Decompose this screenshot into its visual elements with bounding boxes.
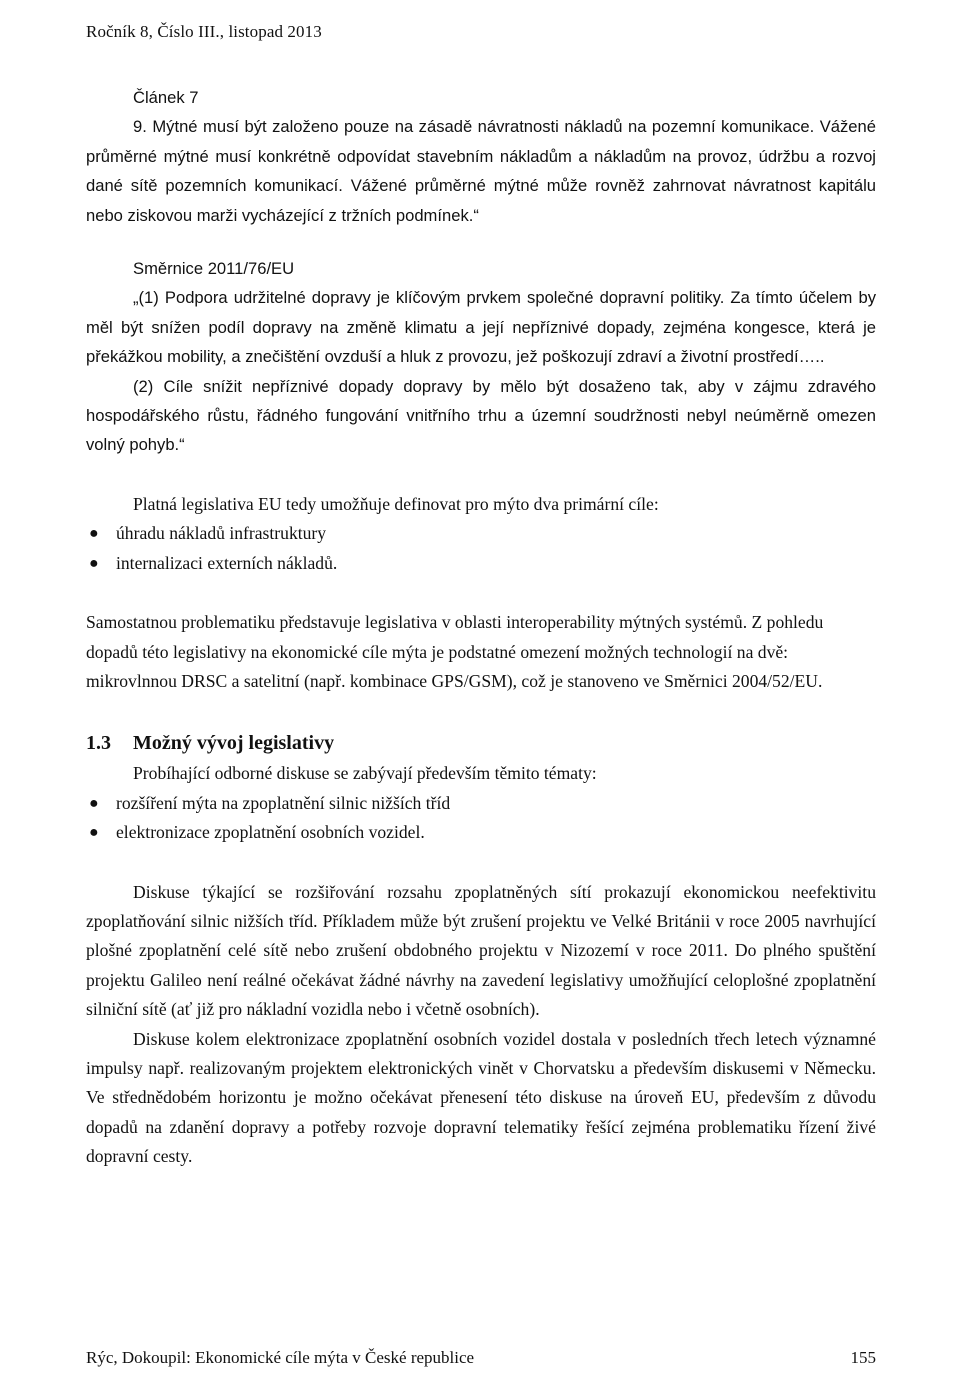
section-paragraph-2: Diskuse kolem elektronizace zpoplatnění osobních vozidel dostala v posledních třech letech významné impulsy např. realizovaným projektem elektronických vinět v Chorvatsku a především diskusemi v Německu. Ve střednědobém horizontu je možno očekávat přenesení této diskuse na úroveň EU, především z důvodu dopadů na zdanění dopravy a potřeby rozvoje dopravní telematiky řešící zejména problematiku řízení živé dopravní cesty. [86, 1028, 876, 1167]
bullet-icon: ● [89, 794, 99, 812]
section-intro: Probíhající odborné diskuse se zabývají především těmito tématy: [133, 763, 597, 784]
bullet-icon: ● [89, 554, 99, 572]
bullet-icon: ● [89, 525, 99, 543]
goals-list [86, 519, 876, 578]
section-paragraph-1: Diskuse týkající se rozšiřování rozsahu zpoplatněných sítí prokazují ekonomickou neefektivitu zpoplatňování silnic nižších tříd. Příkladem může být zrušení projektu ve Velké Británii v roce 2005 navrhující plošné zpoplatnění celé sítě nebo zrušení obdobného projektu v Nizozemí v roce 2011. Do plného spuštění projektu Galileo není reálné očekávat žádné návrhy na zavedení legislativy umožňující celoplošné zpoplatnění silniční sítě (ať již pro nákladní vozidla nebo i včetně osobních). [86, 881, 876, 1020]
page-number: 155 [850, 1348, 876, 1367]
topics-list [86, 789, 876, 848]
directive-paragraph-2: (2) Cíle snížit nepříznivé dopady dopravy by mělo být dosaženo tak, aby v zájmu zdravého hospodářského růstu, řádného fungování vnitřního trhu a územní soudržnosti nebyl neúměrně omezen volný pohyb.“ [86, 376, 876, 455]
list-item: ● internalizaci externích nákladů. [86, 549, 876, 578]
list-item: ● elektronizace zpoplatnění osobních vozidel. [86, 818, 876, 847]
bullet-icon: ● [89, 824, 99, 842]
section-title: Možný vývoj legislativy [133, 732, 335, 755]
page-content [86, 83, 876, 1172]
section-number: 1.3 [86, 732, 111, 755]
article-text: 9. Mýtné musí být založeno pouze na zásadě návratnosti nákladů na pozemní komunikace. Vážené průměrné mýtné musí konkrétně odpovídat stavebním nákladům a nákladům na provoz, údržbu a rozvoj dané sítě pozemních komunikací. Vážené průměrné mýtné může rovněž zahrnovat návratnost kapitálu nebo ziskovou marži vycházející z tržních podmínek.“ [86, 117, 876, 225]
directive-paragraph-1: „(1) Podpora udržitelné dopravy je klíčovým prvkem společné dopravní politiky. Za tímto účelem by měl být snížen podíl dopravy na změně klimatu a její nepříznivé dopady, zejména kongesce, která je překážkou mobility, a znečištění ovzduší a hluk z provozu, jež poškozují zdraví a životní prostředí….. [86, 288, 876, 367]
quoted-legislation [86, 83, 876, 460]
section-heading [86, 728, 876, 759]
directive-title: Směrnice 2011/76/EU [133, 259, 295, 279]
list-item: ● úhradu nákladů infrastruktury [86, 519, 876, 548]
list-item: ● rozšíření mýta na zpoplatnění silnic nižších tříd [86, 789, 876, 818]
goals-intro: Platná legislativa EU tedy umožňuje definovat pro mýto dva primární cíle: [133, 493, 659, 514]
page-footer [86, 1346, 876, 1370]
footer-citation: Rýc, Dokoupil: Ekonomické cíle mýta v České republice [86, 1348, 475, 1367]
interoperability-paragraph: Samostatnou problematiku představuje legislativa v oblasti interoperability mýtných systémů. Z pohledu dopadů této legislativy na ekonomické cíle mýta je podstatné omezení možných technologií na dvě: mikrovlnnou DRSC a satelitní (např. kombinace GPS/GSM), což je stanoveno ve Směrnici 2004/52/EU. [86, 612, 824, 691]
running-header: Ročník 8, Číslo III., listopad 2013 [86, 22, 322, 41]
article-label: Článek 7 [133, 88, 199, 107]
